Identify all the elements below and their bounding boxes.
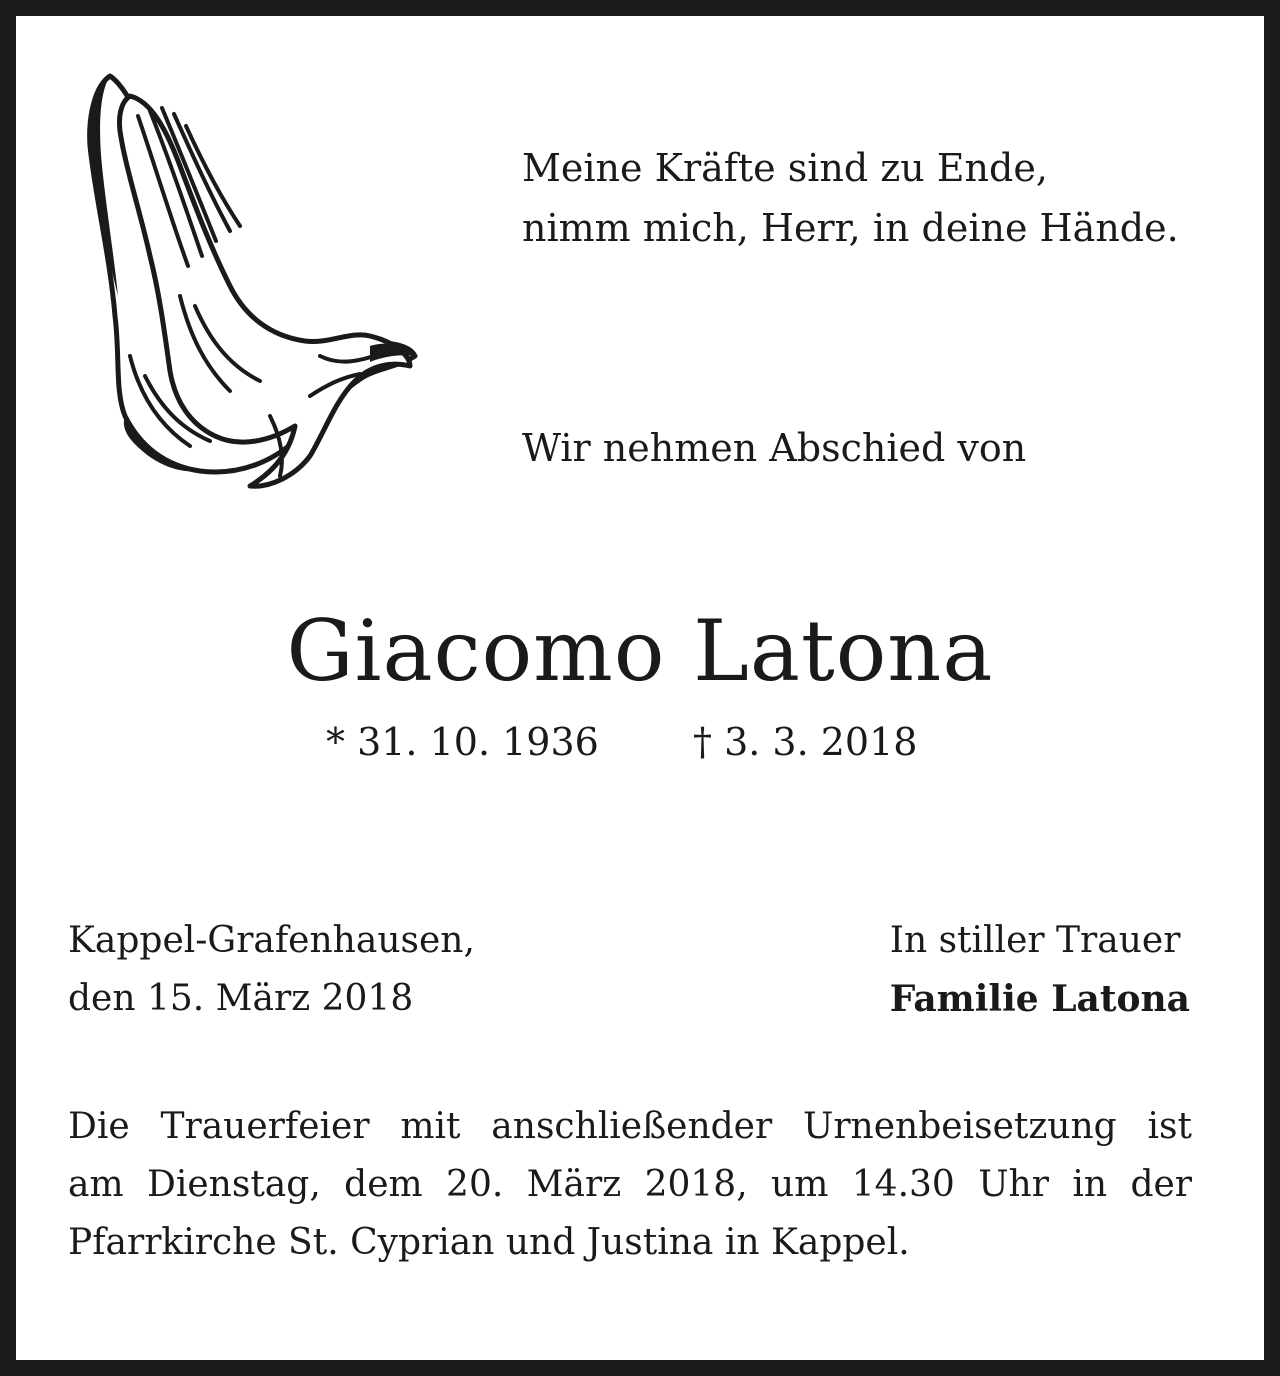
- deceased-name: Giacomo Latona: [286, 602, 994, 700]
- verse-line: Meine Kräfte sind zu Ende,: [522, 146, 1048, 190]
- place-line: Kappel-Grafenhausen,: [68, 920, 475, 961]
- verse: [522, 138, 1222, 258]
- praying-hands-icon: [70, 56, 430, 506]
- ceremony-info: [68, 1098, 1192, 1272]
- place-and-date: [68, 912, 475, 1028]
- ceremony-line: Die Trauerfeier mit anschließender Urnenbeisetzung ist: [68, 1106, 1192, 1147]
- death-date: † 3. 3. 2018: [693, 720, 918, 764]
- ceremony-line: am Dienstag, dem 20. März 2018, um 14.30 Uhr in der: [68, 1164, 1192, 1205]
- date-line: den 15. März 2018: [68, 978, 414, 1019]
- life-dates: [0, 712, 1280, 772]
- ceremony-line: Pfarrkirche St. Cyprian und Justina in Kappel.: [68, 1222, 910, 1263]
- verse-line: nimm mich, Herr, in deine Hände.: [522, 206, 1179, 250]
- mourning-line: In stiller Trauer: [889, 920, 1181, 961]
- family-name: Familie Latona: [889, 978, 1190, 1020]
- signoff: [890, 912, 1190, 1028]
- birth-date: * 31. 10. 1936: [326, 720, 599, 764]
- farewell-line: Wir nehmen Abschied von: [522, 426, 1027, 470]
